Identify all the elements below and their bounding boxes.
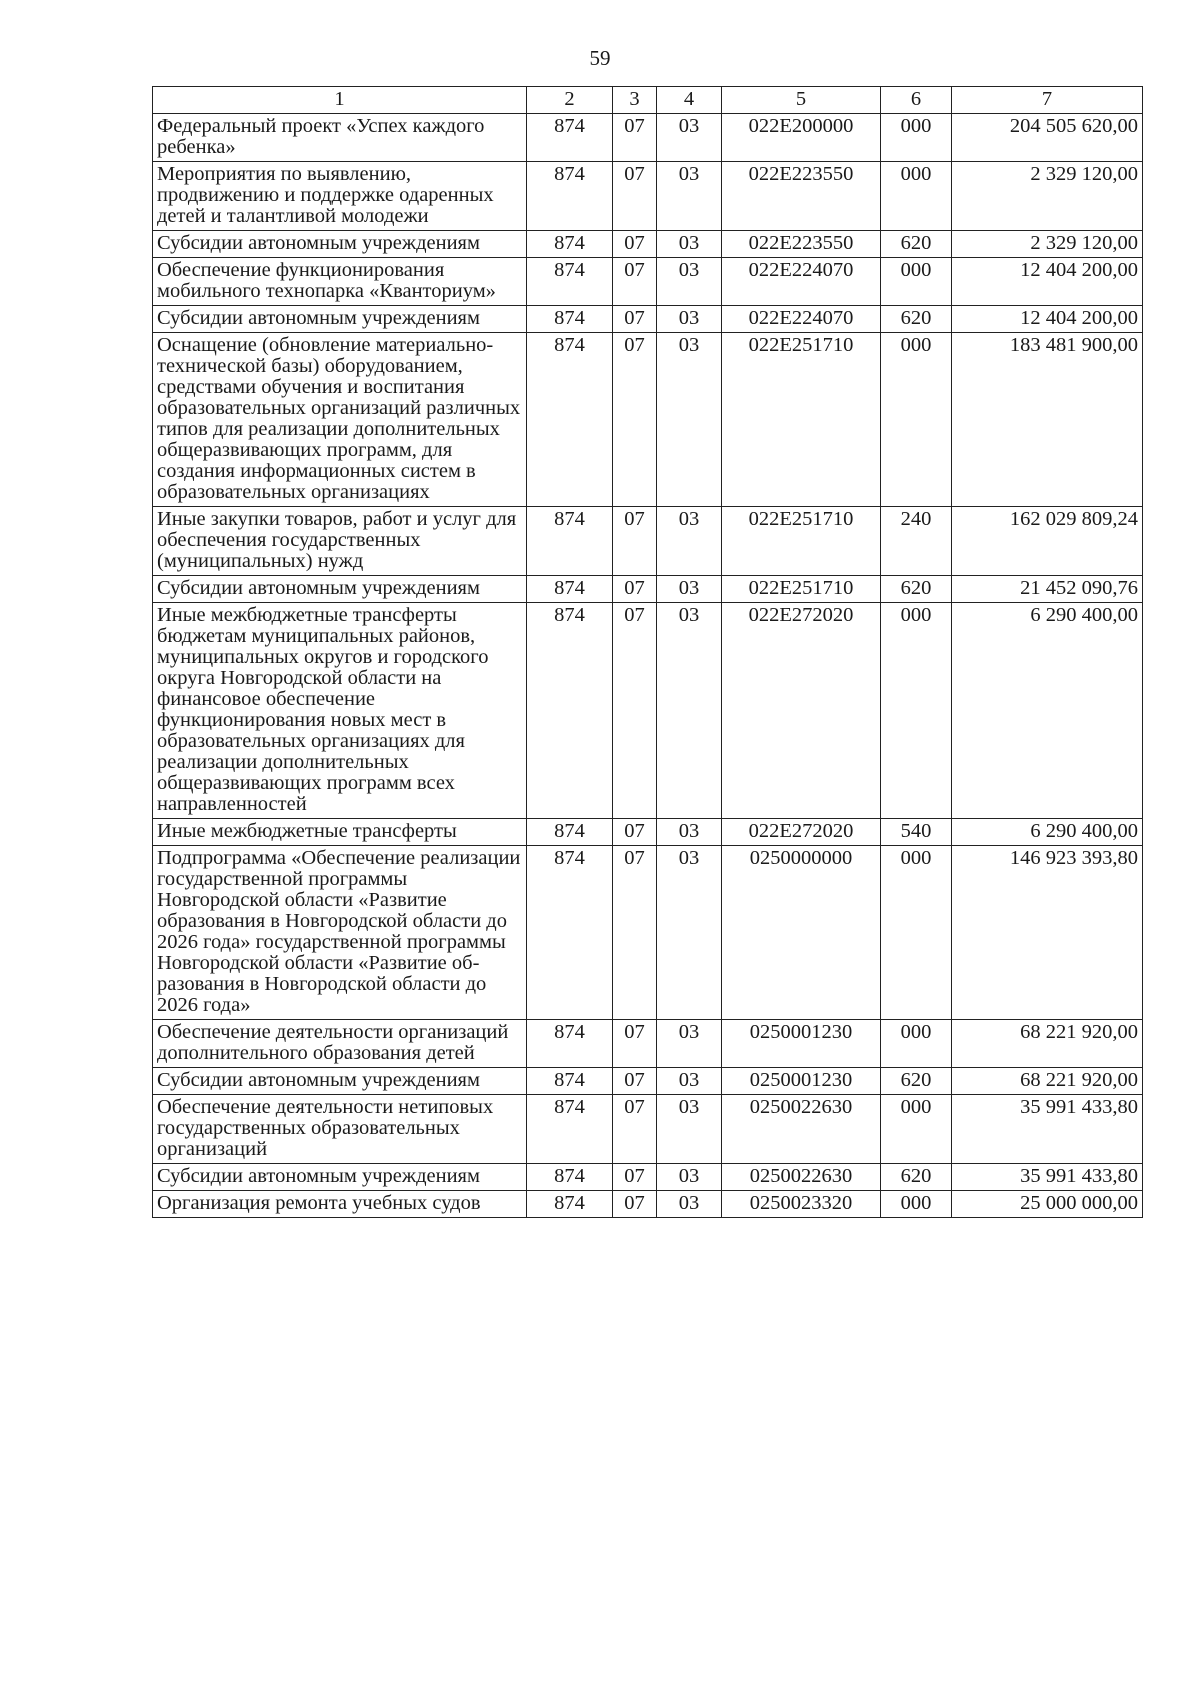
row-target-article-cell: 0250023320	[722, 1191, 881, 1218]
row-name-cell: Федеральный проект «Успех каждого ребенка»	[153, 114, 527, 162]
row-name-cell: Субсидии автономным учреждениям	[153, 1068, 527, 1095]
row-grbs-cell: 874	[527, 507, 613, 576]
row-subsection-cell: 03	[657, 846, 722, 1020]
table-row	[153, 306, 1143, 333]
row-target-article-cell: 022E251710	[722, 507, 881, 576]
row-amount-cell: 12 404 200,00	[952, 258, 1143, 306]
row-target-article-cell: 022E251710	[722, 576, 881, 603]
row-name-cell: Иные межбюджетные трансферты бюджетам муниципальных районов, муниципальных округов и городского округа Новгородской области на финансовое обеспечение функционирования новых мест в образовательных организациях для реализации дополнительных общеразвивающих программ всех направленностей	[153, 603, 527, 819]
row-target-article-cell: 0250022630	[722, 1164, 881, 1191]
row-name-cell: Иные закупки товаров, работ и услуг для обеспечения государственных (муниципальных) нужд	[153, 507, 527, 576]
row-amount-cell: 35 991 433,80	[952, 1095, 1143, 1164]
row-section-cell: 07	[613, 162, 657, 231]
budget-table	[152, 86, 1143, 1218]
row-target-article-cell: 0250001230	[722, 1068, 881, 1095]
row-target-article-cell: 0250022630	[722, 1095, 881, 1164]
table-row	[153, 1191, 1143, 1218]
row-subsection-cell: 03	[657, 231, 722, 258]
row-grbs-cell: 874	[527, 1068, 613, 1095]
row-expense-type-cell: 240	[881, 507, 952, 576]
row-expense-type-cell: 620	[881, 306, 952, 333]
row-grbs-cell: 874	[527, 576, 613, 603]
row-subsection-cell: 03	[657, 114, 722, 162]
row-grbs-cell: 874	[527, 114, 613, 162]
table-row	[153, 576, 1143, 603]
row-section-cell: 07	[613, 846, 657, 1020]
row-amount-cell: 146 923 393,80	[952, 846, 1143, 1020]
row-amount-cell: 68 221 920,00	[952, 1020, 1143, 1068]
row-amount-cell: 6 290 400,00	[952, 819, 1143, 846]
row-subsection-cell: 03	[657, 1020, 722, 1068]
row-grbs-cell: 874	[527, 258, 613, 306]
row-amount-cell: 183 481 900,00	[952, 333, 1143, 507]
row-grbs-cell: 874	[527, 162, 613, 231]
row-amount-cell: 6 290 400,00	[952, 603, 1143, 819]
table-row	[153, 603, 1143, 819]
row-expense-type-cell: 000	[881, 603, 952, 819]
row-expense-type-cell: 000	[881, 1095, 952, 1164]
table-row	[153, 1020, 1143, 1068]
row-expense-type-cell: 000	[881, 333, 952, 507]
row-name-cell: Субсидии автономным учреждениям	[153, 576, 527, 603]
row-grbs-cell: 874	[527, 333, 613, 507]
row-subsection-cell: 03	[657, 258, 722, 306]
row-expense-type-cell: 620	[881, 1068, 952, 1095]
row-amount-cell: 68 221 920,00	[952, 1068, 1143, 1095]
row-expense-type-cell: 620	[881, 576, 952, 603]
row-subsection-cell: 03	[657, 162, 722, 231]
table-row	[153, 819, 1143, 846]
column-header: 6	[881, 87, 952, 114]
table-row	[153, 258, 1143, 306]
row-section-cell: 07	[613, 1020, 657, 1068]
row-subsection-cell: 03	[657, 333, 722, 507]
row-subsection-cell: 03	[657, 1164, 722, 1191]
row-target-article-cell: 022E223550	[722, 231, 881, 258]
row-section-cell: 07	[613, 1068, 657, 1095]
row-expense-type-cell: 540	[881, 819, 952, 846]
row-expense-type-cell: 620	[881, 231, 952, 258]
row-name-cell: Обеспечение деятельности нетиповых государственных образовательных организаций	[153, 1095, 527, 1164]
table-row	[153, 162, 1143, 231]
row-section-cell: 07	[613, 507, 657, 576]
row-name-cell: Подпрограмма «Обеспечение реализации государственной программы Новгородской области «Развитие образования в Новгородской области до 2026 года» государственной программы Новгородской области «Развитие образования в Новгородской области до 2026 года»	[153, 846, 527, 1020]
column-header: 3	[613, 87, 657, 114]
row-grbs-cell: 874	[527, 603, 613, 819]
row-subsection-cell: 03	[657, 1095, 722, 1164]
row-expense-type-cell: 620	[881, 1164, 952, 1191]
table-row	[153, 1068, 1143, 1095]
row-section-cell: 07	[613, 1095, 657, 1164]
row-expense-type-cell: 000	[881, 114, 952, 162]
table-body	[153, 114, 1143, 1218]
row-section-cell: 07	[613, 114, 657, 162]
row-name-cell: Субсидии автономным учреждениям	[153, 306, 527, 333]
row-section-cell: 07	[613, 819, 657, 846]
table-row	[153, 333, 1143, 507]
row-amount-cell: 35 991 433,80	[952, 1164, 1143, 1191]
row-amount-cell: 2 329 120,00	[952, 231, 1143, 258]
row-subsection-cell: 03	[657, 819, 722, 846]
column-header: 1	[153, 87, 527, 114]
row-section-cell: 07	[613, 231, 657, 258]
row-target-article-cell: 022E224070	[722, 306, 881, 333]
row-grbs-cell: 874	[527, 306, 613, 333]
row-target-article-cell: 022E200000	[722, 114, 881, 162]
header-row	[153, 87, 1143, 114]
table-row	[153, 1095, 1143, 1164]
row-section-cell: 07	[613, 576, 657, 603]
row-grbs-cell: 874	[527, 1095, 613, 1164]
table-header	[153, 87, 1143, 114]
row-expense-type-cell: 000	[881, 1020, 952, 1068]
table-row	[153, 231, 1143, 258]
row-name-cell: Обеспечение функционирования мобильного технопарка «Кванториум»	[153, 258, 527, 306]
row-subsection-cell: 03	[657, 603, 722, 819]
row-section-cell: 07	[613, 1191, 657, 1218]
row-grbs-cell: 874	[527, 1191, 613, 1218]
row-name-cell: Субсидии автономным учреждениям	[153, 1164, 527, 1191]
row-subsection-cell: 03	[657, 306, 722, 333]
column-header: 5	[722, 87, 881, 114]
row-section-cell: 07	[613, 1164, 657, 1191]
row-subsection-cell: 03	[657, 1068, 722, 1095]
row-target-article-cell: 022E272020	[722, 819, 881, 846]
row-grbs-cell: 874	[527, 819, 613, 846]
row-grbs-cell: 874	[527, 231, 613, 258]
table-row	[153, 846, 1143, 1020]
row-section-cell: 07	[613, 258, 657, 306]
row-amount-cell: 204 505 620,00	[952, 114, 1143, 162]
row-name-cell: Мероприятия по выявлению, продвижению и поддержке одаренных детей и талантливой молодежи	[153, 162, 527, 231]
row-name-cell: Оснащение (обновление материально-технической базы) оборудованием, средствами обучения и воспитания образовательных организаций различных типов для реализации дополнительных общеразвивающих программ, для создания информационных систем в образовательных организациях	[153, 333, 527, 507]
row-target-article-cell: 0250001230	[722, 1020, 881, 1068]
table-row	[153, 1164, 1143, 1191]
row-subsection-cell: 03	[657, 507, 722, 576]
row-expense-type-cell: 000	[881, 258, 952, 306]
row-name-cell: Иные межбюджетные трансферты	[153, 819, 527, 846]
column-header: 4	[657, 87, 722, 114]
page-number: 59	[589, 46, 611, 70]
table-row	[153, 114, 1143, 162]
row-expense-type-cell: 000	[881, 162, 952, 231]
row-name-cell: Обеспечение деятельности организаций дополнительного образования детей	[153, 1020, 527, 1068]
row-target-article-cell: 022E251710	[722, 333, 881, 507]
row-target-article-cell: 022E223550	[722, 162, 881, 231]
row-amount-cell: 21 452 090,76	[952, 576, 1143, 603]
row-target-article-cell: 0250000000	[722, 846, 881, 1020]
column-header: 2	[527, 87, 613, 114]
row-name-cell: Субсидии автономным учреждениям	[153, 231, 527, 258]
row-section-cell: 07	[613, 603, 657, 819]
row-target-article-cell: 022E272020	[722, 603, 881, 819]
row-amount-cell: 162 029 809,24	[952, 507, 1143, 576]
row-section-cell: 07	[613, 333, 657, 507]
row-expense-type-cell: 000	[881, 846, 952, 1020]
row-name-cell: Организация ремонта учебных судов	[153, 1191, 527, 1218]
row-expense-type-cell: 000	[881, 1191, 952, 1218]
row-grbs-cell: 874	[527, 1020, 613, 1068]
table-row	[153, 507, 1143, 576]
row-amount-cell: 12 404 200,00	[952, 306, 1143, 333]
row-amount-cell: 2 329 120,00	[952, 162, 1143, 231]
row-subsection-cell: 03	[657, 576, 722, 603]
row-grbs-cell: 874	[527, 846, 613, 1020]
column-header: 7	[952, 87, 1143, 114]
row-subsection-cell: 03	[657, 1191, 722, 1218]
row-grbs-cell: 874	[527, 1164, 613, 1191]
row-section-cell: 07	[613, 306, 657, 333]
row-amount-cell: 25 000 000,00	[952, 1191, 1143, 1218]
row-target-article-cell: 022E224070	[722, 258, 881, 306]
